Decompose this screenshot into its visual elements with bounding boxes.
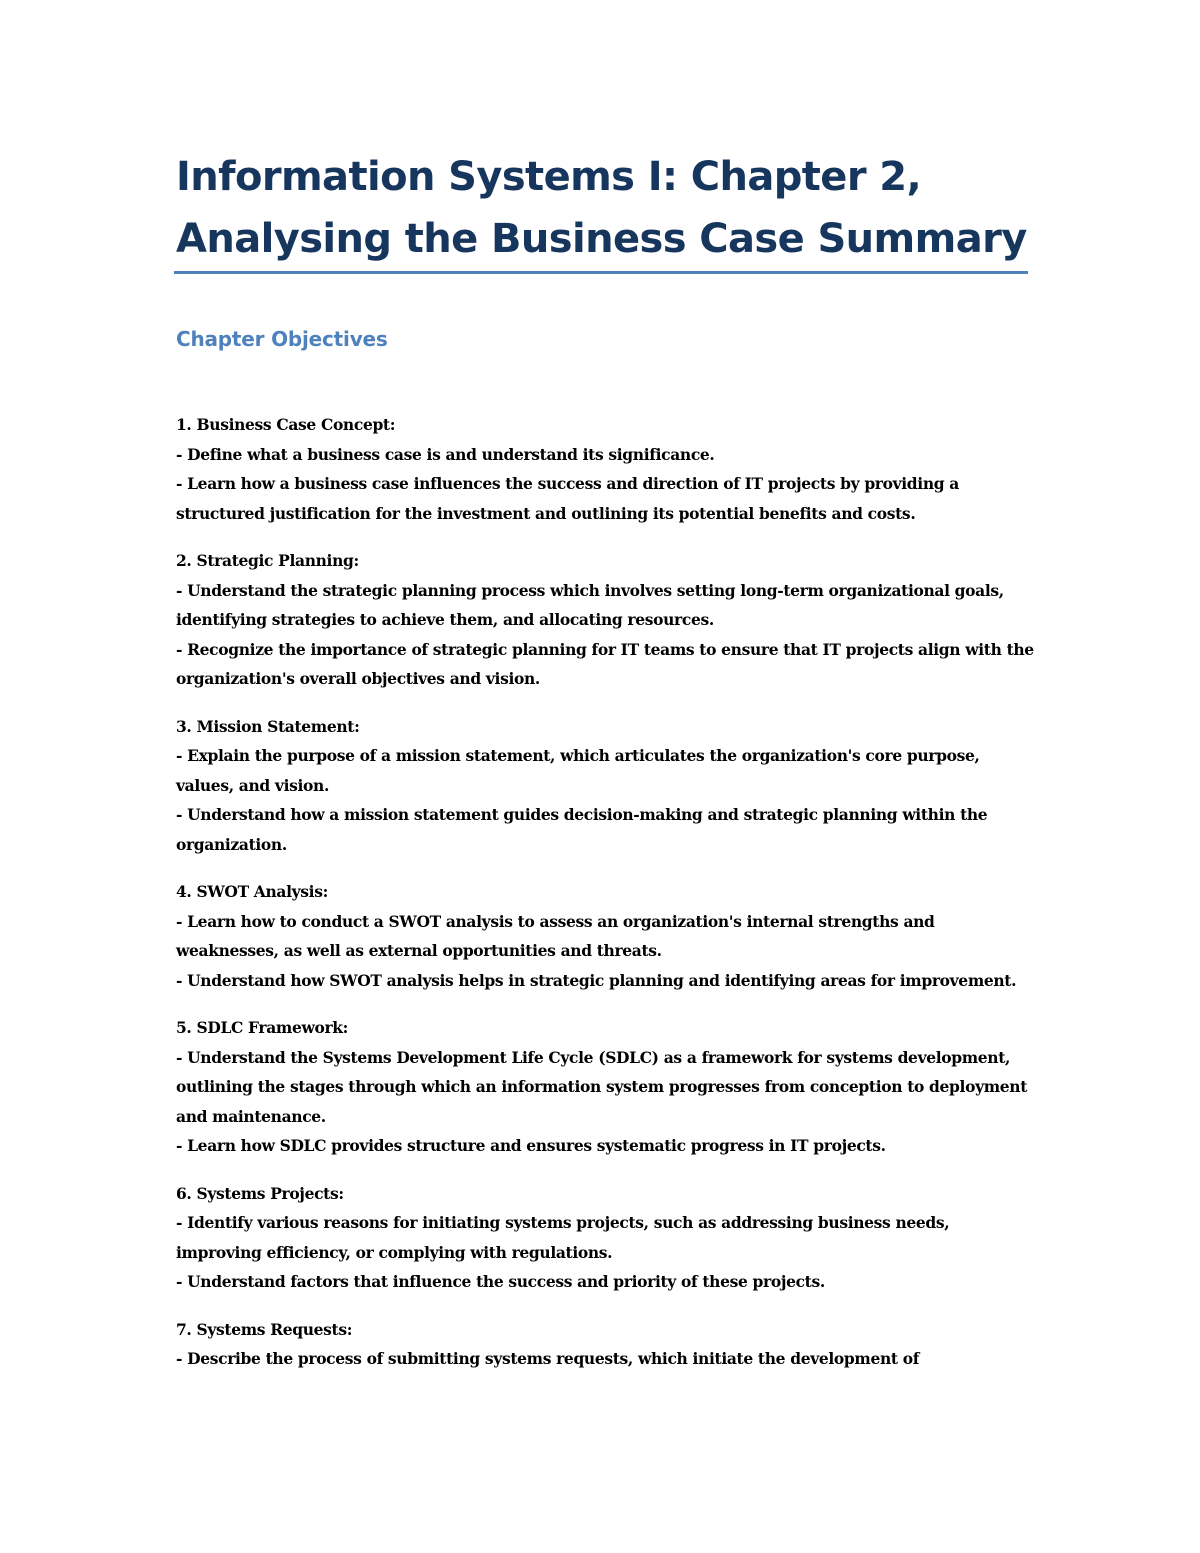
objective-line: - Understand factors that influence the success and priority of these projects. xyxy=(176,1272,825,1291)
title-underline xyxy=(174,271,1028,274)
objective-heading: 7. Systems Requests: xyxy=(176,1319,353,1339)
objective-heading: 4. SWOT Analysis: xyxy=(176,882,328,901)
objective-heading: 6. Systems Projects: xyxy=(176,1183,344,1203)
objective-line: - Recognize the importance of strategic planning for IT teams to ensure that IT projects align with the organization's overall objectives and vision. xyxy=(176,639,1034,688)
objective-line: - Define what a business case is and understand its significance. xyxy=(176,444,715,464)
objective-item xyxy=(176,1315,1036,1374)
document-title: Information Systems I: Chapter 2, Analysing the Business Case Summary xyxy=(176,154,1027,262)
objective-line: - Learn how SDLC provides structure and ensures systematic progress in IT projects. xyxy=(176,1136,886,1155)
objective-heading: 3. Mission Statement: xyxy=(176,716,360,736)
objective-item xyxy=(176,546,1036,694)
objective-item xyxy=(176,877,1036,995)
objective-line: - Explain the purpose of a mission statement, which articulates the organization's core purpose, values, and vision. xyxy=(176,746,980,795)
objective-line: - Describe the process of submitting systems requests, which initiate the development of xyxy=(176,1349,920,1368)
objective-line: - Understand how SWOT analysis helps in strategic planning and identifying areas for improvement. xyxy=(176,970,1017,990)
objective-line: - Learn how a business case influences the success and direction of IT projects by providing a structured justification for the investment and outlining its potential benefits and costs. xyxy=(176,474,959,523)
objective-heading: 1. Business Case Concept: xyxy=(176,415,396,434)
objective-line: - Identify various reasons for initiating systems projects, such as addressing business needs, improving efficiency, or complying with regulations. xyxy=(176,1213,950,1262)
objective-item xyxy=(176,410,1036,528)
objectives-list xyxy=(176,410,1036,1392)
objective-heading: 5. SDLC Framework: xyxy=(176,1018,349,1037)
objective-line: - Understand the strategic planning process which involves setting long-term organizational goals, identifying strategies to achieve them, and allocating resources. xyxy=(176,580,1004,629)
objective-heading: 2. Strategic Planning: xyxy=(176,551,359,570)
objective-item xyxy=(176,712,1036,860)
objective-item xyxy=(176,1013,1036,1161)
objective-line: - Understand the Systems Development Life Cycle (SDLC) as a framework for systems development, outlining the stages through which an information system progresses from conception to deployment and maintenance. xyxy=(176,1047,1028,1126)
objective-item xyxy=(176,1179,1036,1297)
objective-line: - Learn how to conduct a SWOT analysis to assess an organization's internal strengths and weaknesses, as well as external opportunities and threats. xyxy=(176,911,935,960)
section-heading: Chapter Objectives xyxy=(176,327,388,351)
objective-line: - Understand how a mission statement guides decision-making and strategic planning within the organization. xyxy=(176,805,988,854)
